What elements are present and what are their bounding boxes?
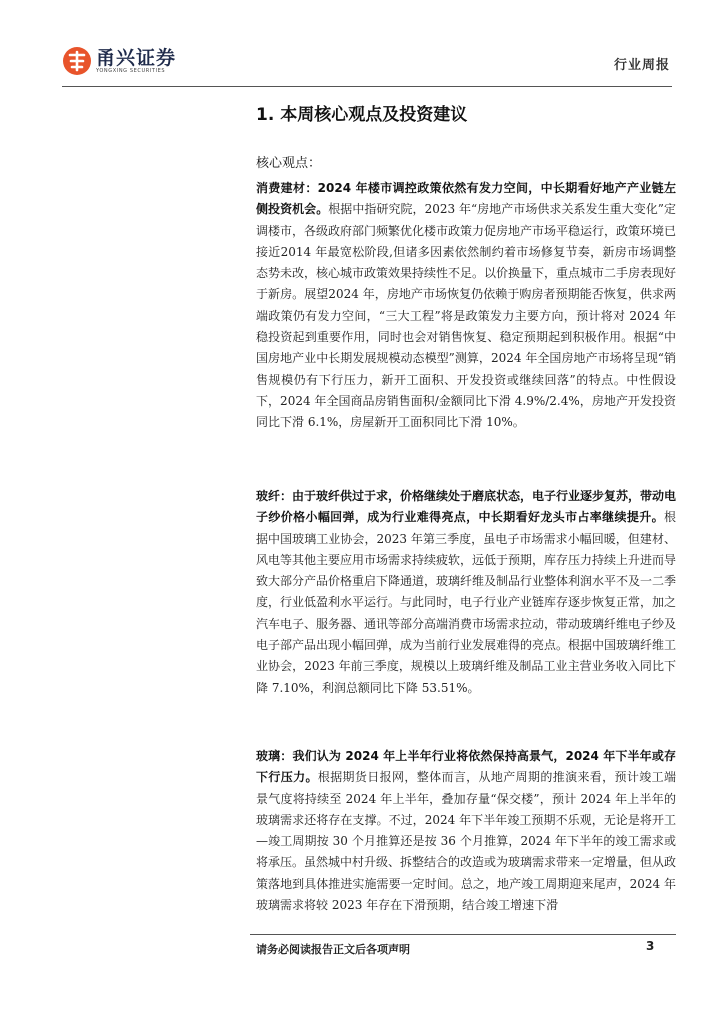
paragraph-lead: 消费建材：2024 年楼市调控政策依然有发力空间，中长期看好地产产业链左侧投资机会。 [256, 181, 676, 217]
paragraph-lead: 玻璃：我们认为 2024 年上半年行业将依然保持高景气，2024 年下半年或存下行压力。 [256, 749, 676, 785]
paragraph-consumer-building-materials [256, 178, 676, 434]
paragraph-body: 根据中国玻璃工业协会，2023 年第三季度，虽电子市场需求小幅回暖，但建材、风电等其他主要应用市场需求持续疲软，远低于预期，库存压力持续上升进而导致大部分产品价格重启下降通道，玻璃纤维及制品行业整体利润水平不及一二季度，行业低盈利水平运行。与此同时，电子行业产业链库存逐步恢复正常，加之汽车电子、服务器、通讯等部分高端消费市场需求拉动，带动玻璃纤维电子纱及电子部产品出现小幅回弹，成为当前行业发展难得的亮点。根据中国玻璃纤维工业协会，2023 年前三季度，规模以上玻璃纤维及制品工业主营业务收入同比下降 7.10%，利润总额同比下降 53.51%。 [256, 510, 677, 695]
report-type-label: 行业周报 [613, 58, 670, 73]
paragraph-body: 根据期货日报网，整体而言，从地产周期的推演来看，预计竣工端景气度将持续至 2024 年上半年，叠加存量“保交楼”，预计 2024 年上半年的玻璃需求还将存在支撑。不过，2024 年下半年竣工预期不乐观，无论是将开工—竣工周期按 30 个月推算还是按 36 个月推算，2024 年下半年的竣工需求或将承压。虽然城中村升级、拆整结合的改造或为玻璃需求带来一定增量，但从政策落地到具体推进实施需要一定时间。总之，地产竣工周期迎来尾声，2024 年玻璃需求将较 2023 年存在下滑预期，结合竣工增速下滑 [256, 770, 677, 913]
page-header [62, 42, 672, 86]
paragraph-body: 根据中指研究院，2023 年“房地产市场供求关系发生重大变化”定调楼市，各级政府部门频繁优化楼市政策力促房地产市场平稳运行，政策环境已接近2014 年最宽松阶段,但诸多因素依然制约着市场修复节奏，新房市场调整态势未改，核心城市政策效果持续性不足。以价换量下，重点城市二手房表现好于新房。展望2024 年，房地产市场恢复仍依赖于购房者预期能否恢复，供求两端政策仍有发力空间，“三大工程”将是政策发力主要方向，预计将对 2024 年稳投资起到重要作用，同时也会对销售恢复、稳定预期起到积极作用。根据“中国房地产业中长期发展规模动态模型”测算，2024 年全国房地产市场将呈现“销售规模仍有下行压力，新开工面积、开发投资或继续回落”的特点。中性假设下，2024 年全国商品房销售面积/金额同比下滑 4.9%/2.4%，房地产开发投资同比下滑 6.1%，房屋新开工面积同比下滑 10%。 [256, 202, 677, 430]
paragraph-glass-fiber [256, 486, 676, 699]
footer-disclaimer: 请务必阅读报告正文后各项声明 [256, 943, 410, 956]
paragraph-lead: 玻纤：由于玻纤供过于求，价格继续处于磨底状态，电子行业逐步复苏，带动电子纱价格小幅回弹，成为行业难得亮点，中长期看好龙头市占率继续提升。 [256, 489, 677, 525]
core-views-heading: 核心观点： [256, 156, 322, 171]
header-divider [62, 86, 672, 87]
section-title: 1. 本周核心观点及投资建议 [256, 105, 468, 125]
logo-mark-icon [62, 46, 92, 76]
logo-wordmark: 甬兴证券 [96, 46, 177, 69]
paragraph-glass [256, 746, 676, 916]
company-logo [62, 46, 176, 76]
footer-divider [250, 934, 676, 935]
logo-english-name: YONGXING SECURITIES [96, 67, 166, 74]
page-number: 3 [646, 939, 655, 953]
